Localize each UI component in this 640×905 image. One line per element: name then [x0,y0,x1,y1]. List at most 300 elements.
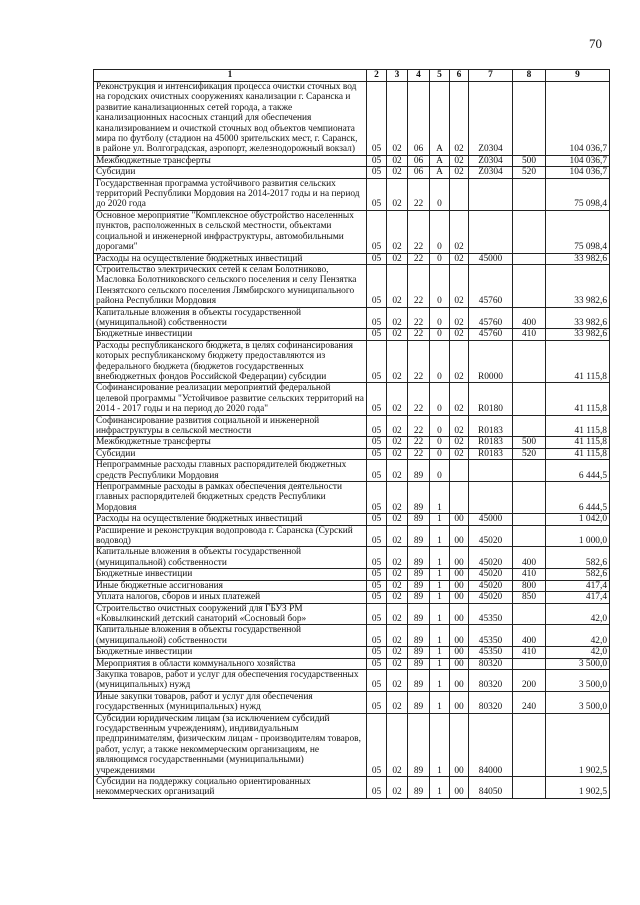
row-name-cell: Софинансирование развития социальной и инженерной инфраструктуры в сельской местности [94,415,367,437]
expense-type-code-cell [513,603,546,625]
amount-cell: 6 444,5 [546,460,610,482]
section-code-cell: 05 [367,329,387,340]
table-row [94,460,610,482]
subprogram-code-cell: 1 [430,514,450,525]
expense-type-code-cell: 410 [513,647,546,658]
expense-type-code-cell [513,264,546,307]
subprogram-code-cell: 1 [430,647,450,658]
subsection-code-cell: 02 [387,448,408,459]
amount-cell: 75 098,4 [546,178,610,210]
table-row [94,253,610,264]
main-activity-code-cell: 00 [450,514,469,525]
direction-code-cell: 84050 [469,777,513,799]
main-activity-code-cell: 00 [450,777,469,799]
row-name-cell: Государственная программа устойчивого развития сельских территорий Республики Мордовия на 2014-2017 годы и на период до 2020 года [94,178,367,210]
program-code-cell: 22 [408,340,430,383]
row-name-cell: Расходы на осуществление бюджетных инвестиций [94,514,367,525]
column-header: 1 [94,70,367,82]
column-header: 9 [546,70,610,82]
table-row [94,437,610,448]
program-code-cell: 22 [408,264,430,307]
program-code-cell: 22 [408,383,430,415]
row-name-cell: Закупка товаров, работ и услуг для обеспечения государственных (муниципальных) нужд [94,669,367,691]
program-code-cell: 89 [408,514,430,525]
subprogram-code-cell: 0 [430,178,450,210]
expense-type-code-cell [513,415,546,437]
column-header: 5 [430,70,450,82]
subsection-code-cell: 02 [387,525,408,547]
subsection-code-cell: 02 [387,713,408,776]
table-row [94,415,610,437]
expense-type-code-cell: 520 [513,167,546,178]
row-name-cell: Бюджетные инвестиции [94,329,367,340]
main-activity-code-cell: 00 [450,603,469,625]
program-code-cell: 06 [408,82,430,156]
direction-code-cell [469,210,513,253]
column-header: 2 [367,70,387,82]
program-code-cell: 89 [408,525,430,547]
amount-cell: 75 098,4 [546,210,610,253]
direction-code-cell [469,178,513,210]
program-code-cell: 89 [408,625,430,647]
amount-cell: 104 036,7 [546,167,610,178]
direction-code-cell: 45760 [469,307,513,329]
section-code-cell: 05 [367,603,387,625]
expense-type-code-cell: 400 [513,307,546,329]
amount-cell: 104 036,7 [546,82,610,156]
amount-cell: 3 500,0 [546,691,610,713]
subsection-code-cell: 02 [387,547,408,569]
direction-code-cell: 45760 [469,329,513,340]
subsection-code-cell: 02 [387,514,408,525]
subprogram-code-cell: 0 [430,448,450,459]
section-code-cell: 05 [367,713,387,776]
section-code-cell: 05 [367,777,387,799]
amount-cell: 104 036,7 [546,155,610,166]
direction-code-cell: 45000 [469,253,513,264]
subprogram-code-cell: 0 [430,329,450,340]
section-code-cell: 05 [367,210,387,253]
section-code-cell: 05 [367,580,387,591]
subprogram-code-cell: 1 [430,569,450,580]
direction-code-cell: 45760 [469,264,513,307]
direction-code-cell: R0183 [469,415,513,437]
direction-code-cell: 45020 [469,580,513,591]
program-code-cell: 89 [408,482,430,514]
subsection-code-cell: 02 [387,460,408,482]
section-code-cell: 05 [367,592,387,603]
amount-cell: 41 115,8 [546,448,610,459]
expense-type-code-cell [513,514,546,525]
table-row [94,592,610,603]
column-header: 6 [450,70,469,82]
table-row [94,603,610,625]
amount-cell: 1 000,0 [546,525,610,547]
row-name-cell: Межбюджетные трансферты [94,155,367,166]
main-activity-code-cell: 00 [450,658,469,669]
row-name-cell: Мероприятия в области коммунального хозяйства [94,658,367,669]
amount-cell: 582,6 [546,569,610,580]
row-name-cell: Непрограммные расходы главных распорядителей бюджетных средств Республики Мордовия [94,460,367,482]
subprogram-code-cell: А [430,155,450,166]
subprogram-code-cell: 1 [430,625,450,647]
amount-cell: 417,4 [546,580,610,591]
main-activity-code-cell: 00 [450,669,469,691]
table-row [94,658,610,669]
subprogram-code-cell: 1 [430,669,450,691]
subsection-code-cell: 02 [387,167,408,178]
amount-cell: 41 115,8 [546,383,610,415]
section-code-cell: 05 [367,691,387,713]
subsection-code-cell: 02 [387,669,408,691]
program-code-cell: 89 [408,603,430,625]
direction-code-cell: 45020 [469,569,513,580]
amount-cell: 41 115,8 [546,415,610,437]
table-row [94,210,610,253]
main-activity-code-cell: 02 [450,415,469,437]
expense-type-code-cell [513,82,546,156]
subprogram-code-cell: 1 [430,547,450,569]
section-code-cell: 05 [367,547,387,569]
table-row [94,167,610,178]
amount-cell: 33 982,6 [546,307,610,329]
direction-code-cell: R0000 [469,340,513,383]
main-activity-code-cell: 00 [450,580,469,591]
subprogram-code-cell: 0 [430,340,450,383]
direction-code-cell: 45350 [469,625,513,647]
amount-cell: 417,4 [546,592,610,603]
program-code-cell: 22 [408,178,430,210]
program-code-cell: 89 [408,592,430,603]
main-activity-code-cell: 02 [450,253,469,264]
subsection-code-cell: 02 [387,658,408,669]
subprogram-code-cell: 0 [430,383,450,415]
subsection-code-cell: 02 [387,340,408,383]
subprogram-code-cell: 0 [430,210,450,253]
column-header: 4 [408,70,430,82]
section-code-cell: 05 [367,415,387,437]
direction-code-cell: 80320 [469,658,513,669]
subprogram-code-cell: А [430,167,450,178]
section-code-cell: 05 [367,82,387,156]
column-header: 7 [469,70,513,82]
column-header: 8 [513,70,546,82]
main-activity-code-cell: 02 [450,329,469,340]
table-row [94,448,610,459]
expense-type-code-cell: 500 [513,437,546,448]
amount-cell: 582,6 [546,547,610,569]
expense-type-code-cell: 850 [513,592,546,603]
section-code-cell: 05 [367,514,387,525]
amount-cell: 1 902,5 [546,777,610,799]
subsection-code-cell: 02 [387,592,408,603]
program-code-cell: 89 [408,647,430,658]
section-code-cell: 05 [367,155,387,166]
row-name-cell: Субсидии юридическим лицам (за исключением субсидий государственным учреждениям), индивидуальным предпринимателям, физическим лицам - производителям товаров, работ, услуг, а также некоммерческим организациям, не являющимся государственными (муниципальными) учреждениями [94,713,367,776]
row-name-cell: Расширение и реконструкция водопровода г. Саранска (Сурский водовод) [94,525,367,547]
amount-cell: 3 500,0 [546,658,610,669]
subsection-code-cell: 02 [387,264,408,307]
section-code-cell: 05 [367,178,387,210]
table-row [94,383,610,415]
table-body [94,82,610,799]
program-code-cell: 22 [408,415,430,437]
program-code-cell: 22 [408,210,430,253]
program-code-cell: 89 [408,669,430,691]
subsection-code-cell: 02 [387,253,408,264]
subprogram-code-cell: 0 [430,460,450,482]
subsection-code-cell: 02 [387,307,408,329]
row-name-cell: Межбюджетные трансферты [94,437,367,448]
program-code-cell: 89 [408,460,430,482]
table-row [94,307,610,329]
main-activity-code-cell: 02 [450,307,469,329]
program-code-cell: 22 [408,329,430,340]
section-code-cell: 05 [367,625,387,647]
direction-code-cell: R0183 [469,448,513,459]
direction-code-cell: 45350 [469,603,513,625]
amount-cell: 1 042,0 [546,514,610,525]
expense-type-code-cell [513,253,546,264]
main-activity-code-cell: 02 [450,82,469,156]
main-activity-code-cell: 02 [450,383,469,415]
table-row [94,625,610,647]
expense-type-code-cell: 200 [513,669,546,691]
subsection-code-cell: 02 [387,82,408,156]
table-row [94,340,610,383]
subprogram-code-cell: 0 [430,437,450,448]
main-activity-code-cell [450,460,469,482]
expense-type-code-cell: 400 [513,547,546,569]
program-code-cell: 89 [408,691,430,713]
direction-code-cell [469,460,513,482]
table-header-row [94,70,610,82]
program-code-cell: 22 [408,307,430,329]
section-code-cell: 05 [367,448,387,459]
subprogram-code-cell: 0 [430,415,450,437]
program-code-cell: 22 [408,253,430,264]
direction-code-cell: 45350 [469,647,513,658]
direction-code-cell: 45020 [469,592,513,603]
subsection-code-cell: 02 [387,329,408,340]
program-code-cell: 89 [408,580,430,591]
subprogram-code-cell: 1 [430,713,450,776]
budget-table [93,69,610,799]
row-name-cell: Расходы республиканского бюджета, в целях софинансирования которых республиканскому бюджету предоставляются из федерального бюджета (бюджетов государственных внебюджетных фондов Российской Федерации) субсидии [94,340,367,383]
expense-type-code-cell: 240 [513,691,546,713]
table-row [94,514,610,525]
subsection-code-cell: 02 [387,383,408,415]
main-activity-code-cell: 00 [450,592,469,603]
expense-type-code-cell: 410 [513,329,546,340]
program-code-cell: 89 [408,547,430,569]
program-code-cell: 89 [408,713,430,776]
expense-type-code-cell [513,210,546,253]
direction-code-cell: R0183 [469,437,513,448]
program-code-cell: 22 [408,437,430,448]
row-name-cell: Капитальные вложения в объекты государственной (муниципальной) собственности [94,625,367,647]
direction-code-cell: Z0304 [469,155,513,166]
subprogram-code-cell: 0 [430,253,450,264]
expense-type-code-cell: 410 [513,569,546,580]
amount-cell: 41 115,8 [546,437,610,448]
expense-type-code-cell [513,383,546,415]
column-header: 3 [387,70,408,82]
expense-type-code-cell [513,777,546,799]
subsection-code-cell: 02 [387,691,408,713]
table-row [94,569,610,580]
table-row [94,777,610,799]
main-activity-code-cell: 00 [450,625,469,647]
section-code-cell: 05 [367,460,387,482]
direction-code-cell: 84000 [469,713,513,776]
amount-cell: 33 982,6 [546,264,610,307]
expense-type-code-cell [513,178,546,210]
row-name-cell: Субсидии [94,167,367,178]
subprogram-code-cell: 1 [430,603,450,625]
subprogram-code-cell: 1 [430,658,450,669]
main-activity-code-cell: 02 [450,167,469,178]
row-name-cell: Субсидии на поддержку социально ориентированных некоммерческих организаций [94,777,367,799]
table-row [94,691,610,713]
direction-code-cell: R0180 [469,383,513,415]
main-activity-code-cell [450,178,469,210]
row-name-cell: Уплата налогов, сборов и иных платежей [94,592,367,603]
amount-cell: 1 902,5 [546,713,610,776]
subsection-code-cell: 02 [387,647,408,658]
table-row [94,155,610,166]
expense-type-code-cell: 400 [513,625,546,647]
table-row [94,178,610,210]
program-code-cell: 89 [408,569,430,580]
amount-cell: 42,0 [546,625,610,647]
program-code-cell: 06 [408,155,430,166]
section-code-cell: 05 [367,264,387,307]
table-row [94,264,610,307]
section-code-cell: 05 [367,482,387,514]
subsection-code-cell: 02 [387,603,408,625]
main-activity-code-cell: 02 [450,210,469,253]
section-code-cell: 05 [367,669,387,691]
amount-cell: 3 500,0 [546,669,610,691]
main-activity-code-cell: 00 [450,525,469,547]
expense-type-code-cell [513,713,546,776]
expense-type-code-cell [513,525,546,547]
table-row [94,669,610,691]
subsection-code-cell: 02 [387,625,408,647]
subsection-code-cell: 02 [387,482,408,514]
expense-type-code-cell [513,340,546,383]
direction-code-cell [469,482,513,514]
direction-code-cell: Z0304 [469,82,513,156]
table-row [94,580,610,591]
main-activity-code-cell [450,482,469,514]
direction-code-cell: Z0304 [469,167,513,178]
row-name-cell: Капитальные вложения в объекты государственной (муниципальной) собственности [94,307,367,329]
amount-cell: 41 115,8 [546,340,610,383]
direction-code-cell: 80320 [469,669,513,691]
table-row [94,82,610,156]
subprogram-code-cell: 1 [430,691,450,713]
main-activity-code-cell: 02 [450,437,469,448]
subprogram-code-cell: 1 [430,580,450,591]
subsection-code-cell: 02 [387,415,408,437]
page-number: 70 [589,36,602,51]
main-activity-code-cell: 02 [450,155,469,166]
program-code-cell: 22 [408,448,430,459]
section-code-cell: 05 [367,167,387,178]
program-code-cell: 89 [408,777,430,799]
subsection-code-cell: 02 [387,569,408,580]
subprogram-code-cell: 1 [430,525,450,547]
section-code-cell: 05 [367,253,387,264]
section-code-cell: 05 [367,307,387,329]
subsection-code-cell: 02 [387,777,408,799]
section-code-cell: 05 [367,525,387,547]
main-activity-code-cell: 00 [450,547,469,569]
direction-code-cell: 45020 [469,525,513,547]
section-code-cell: 05 [367,647,387,658]
program-code-cell: 89 [408,658,430,669]
table-row [94,525,610,547]
direction-code-cell: 80320 [469,691,513,713]
subsection-code-cell: 02 [387,580,408,591]
row-name-cell: Иные бюджетные ассигнования [94,580,367,591]
table-row [94,329,610,340]
row-name-cell: Основное мероприятие "Комплексное обустройство населенных пунктов, расположенных в сельской местности, объектами социальной и инженерной инфраструктуры, автомобильными дорогами" [94,210,367,253]
program-code-cell: 06 [408,167,430,178]
amount-cell: 42,0 [546,647,610,658]
amount-cell: 42,0 [546,603,610,625]
main-activity-code-cell: 02 [450,448,469,459]
row-name-cell: Расходы на осуществление бюджетных инвестиций [94,253,367,264]
row-name-cell: Софинансирование реализации мероприятий федеральной целевой программы "Устойчивое развитие сельских территорий на 2014 - 2017 годы и на период до 2020 года" [94,383,367,415]
section-code-cell: 05 [367,569,387,580]
expense-type-code-cell [513,482,546,514]
table-row [94,547,610,569]
subprogram-code-cell: 0 [430,264,450,307]
row-name-cell: Строительство электрических сетей к селам Болотниково, Масловка Болотниковского сельского поселения и селу Пензятка Пензятского сельского поселения Лямбирского муниципального района Республики Мордовия [94,264,367,307]
subprogram-code-cell: 1 [430,482,450,514]
subsection-code-cell: 02 [387,178,408,210]
subprogram-code-cell: 1 [430,777,450,799]
row-name-cell: Непрограммные расходы в рамках обеспечения деятельности главных распорядителей бюджетных средств Республики Мордовия [94,482,367,514]
table-row [94,482,610,514]
subsection-code-cell: 02 [387,437,408,448]
section-code-cell: 05 [367,437,387,448]
amount-cell: 33 982,6 [546,253,610,264]
section-code-cell: 05 [367,340,387,383]
amount-cell: 33 982,6 [546,329,610,340]
main-activity-code-cell: 00 [450,691,469,713]
row-name-cell: Субсидии [94,448,367,459]
main-activity-code-cell: 00 [450,647,469,658]
row-name-cell: Иные закупки товаров, работ и услуг для обеспечения государственных (муниципальных) нужд [94,691,367,713]
expense-type-code-cell: 500 [513,155,546,166]
main-activity-code-cell: 02 [450,340,469,383]
main-activity-code-cell: 00 [450,569,469,580]
subprogram-code-cell: А [430,82,450,156]
row-name-cell: Бюджетные инвестиции [94,647,367,658]
direction-code-cell: 45020 [469,547,513,569]
expense-type-code-cell: 800 [513,580,546,591]
expense-type-code-cell: 520 [513,448,546,459]
row-name-cell: Капитальные вложения в объекты государственной (муниципальной) собственности [94,547,367,569]
subprogram-code-cell: 0 [430,307,450,329]
row-name-cell: Строительство очистных сооружений для ГБУЗ РМ «Ковылкинский детский санаторий «Сосновый бор» [94,603,367,625]
subsection-code-cell: 02 [387,155,408,166]
main-activity-code-cell: 00 [450,713,469,776]
